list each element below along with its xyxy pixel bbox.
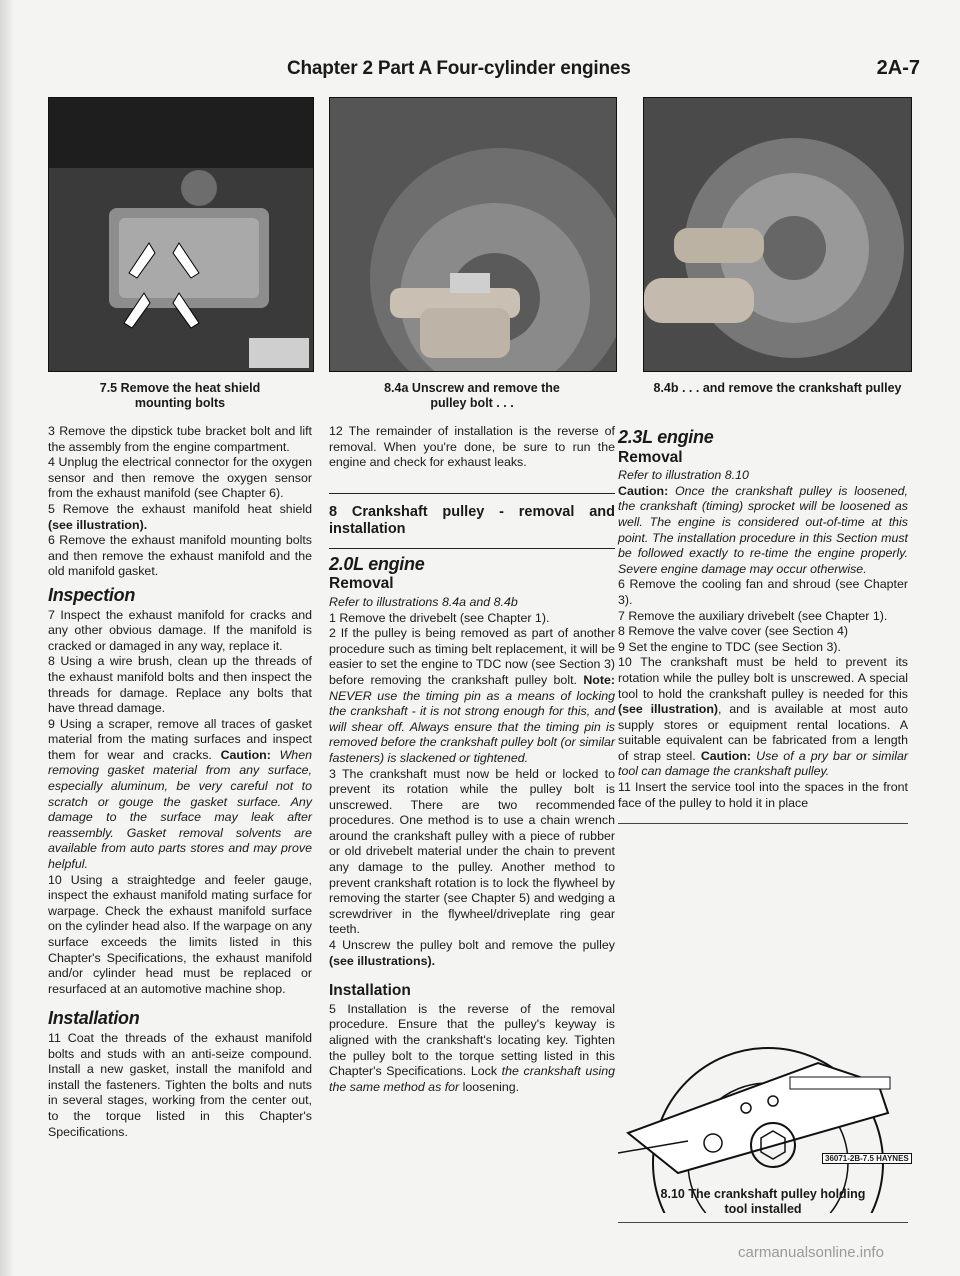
para-8: 8 Remove the valve cover (see Section 4) (618, 624, 849, 639)
heading-installation: Installation (329, 982, 411, 1000)
photo-pulley-bolt (329, 97, 617, 372)
page-spine-shadow (0, 0, 14, 1276)
page-header (0, 0, 960, 96)
text-column-3 (618, 427, 908, 830)
photo-caption-7-5: 7.5 Remove the heat shield mounting bolts (99, 381, 261, 410)
heading-2-0l-engine: 2.0L engine (329, 553, 425, 574)
figure-caption-8-10: 8.10 The crankshaft pulley holding tool installed (660, 1187, 866, 1216)
section-rule-bottom (329, 548, 615, 549)
para-11: 11 Insert the service tool into the spaces in the front face of the pulley to hold it in place (618, 780, 908, 810)
para-12: 12 The remainder of installation is the reverse of removal. When you're done, be sure to run the engine and check for exhaust leaks. (329, 424, 615, 470)
page-number: 2A-7 (876, 57, 920, 79)
para-9: 9 Using a scraper, remove all traces of gasket material from the mating surfaces and inspect them for wear and cracks. Caution: When removing gasket material from any surface, especially aluminum, be very careful not to scratch or gouge the gasket surface. Any damage to the surface may leak after reassembly. Gasket removal solvents are available from auto parts stores and may prove helpful. (48, 716, 312, 872)
text-column-2 (329, 424, 615, 1095)
text-column-1 (48, 424, 312, 1140)
section-8-heading: 8 Crankshaft pulley - removal and installation (329, 503, 615, 537)
para-10: 10 The crankshaft must be held to prevent its rotation while the pulley bolt is unscrewed. A special tool to hold the crankshaft pulley is needed for this (see illustration), and is available at most auto supply stores or equipment rental locations. A suitable equivalent can be fabricated from a length of strap steel. Caution: Use of a pry bar or similar tool can damage the crankshaft pulley. (618, 655, 908, 779)
photo-heat-shield (48, 97, 314, 372)
para-11: 11 Coat the threads of the exhaust manifold bolts and studs with an anti-seize compound. Install a new gasket, install the manifold and install the fasteners. Tighten the bolts and nuts in several stages, working from the center out, to the torque listed in this Chapter's Specifications. (48, 1030, 312, 1139)
para-4: 4 Unplug the electrical connector for the oxygen sensor and then remove the oxygen sensor from the exhaust manifold (see Chapter 6). (48, 455, 312, 501)
refer-illustration: Refer to illustration 8.10 (618, 468, 749, 483)
para-9: 9 Set the engine to TDC (see Section 3). (618, 639, 841, 654)
para-5: 5 Installation is the reverse of the removal procedure. Ensure that the pulley's keyway is aligned with the crankshaft's locating key. Tighten the pulley bolt to the torque setting listed in this Chapter's Specifications. Lock the crankshaft using the same method as for loosening. (329, 1001, 615, 1094)
para-1: 1 Remove the drivebelt (see Chapter 1). (329, 610, 550, 625)
para-8: 8 Using a wire brush, clean up the threads of the exhaust manifold bolts and then inspect the threads for damage. Replace any bolts that have thread damage. (48, 654, 312, 716)
para-5: 5 Remove the exhaust manifold heat shield (see illustration). (48, 501, 312, 532)
heading-installation: Installation (48, 1008, 140, 1029)
figure-bottom-rule (618, 1222, 908, 1223)
heading-2-3l-engine: 2.3L engine (618, 427, 714, 447)
figure-rule (618, 823, 908, 824)
photo-caption-8-4a: 8.4a Unscrew and remove the pulley bolt . . . (384, 381, 560, 410)
para-10: 10 Using a straightedge and feeler gauge, inspect the exhaust manifold mating surface for warpage. Check the exhaust manifold surface on the cylinder head also. If the warpage on any surface exceeds the limits listed in this Chapter's Specifications, the exhaust manifold and/or cylinder head must be replaced or resurfaced at an automotive machine shop. (48, 872, 312, 996)
para-6: 6 Remove the cooling fan and shroud (see Chapter 3). (618, 577, 908, 607)
figure-8-10-drawing (618, 1033, 908, 1213)
caution: Caution: Once the crankshaft pulley is loosened, the crankshaft (timing) sprocket will be loosened as well. The engine is considered out-of-time at this point. The installation procedure in this Section must be followed exactly to re-time the engine properly. Severe engine damage may occur otherwise. (618, 483, 908, 576)
para-7: 7 Remove the auxiliary drivebelt (see Chapter 1). (618, 608, 888, 623)
para-4: 4 Unscrew the pulley bolt and remove the pulley (see illustrations). (329, 938, 615, 968)
para-6: 6 Remove the exhaust manifold mounting bolts and then remove the exhaust manifold and the old manifold gasket. (48, 533, 312, 579)
para-3: 3 Remove the dipstick tube bracket bolt and lift the assembly from the engine compartment. (48, 424, 312, 454)
para-2: 2 If the pulley is being removed as part of another procedure such as timing belt replacement, it will be easier to set the engine to TDC now (see Section 3) before removing the crankshaft pulley bolt. Note: NEVER use the timing pin as a means of locking the crankshaft - it is not strong enough for this, and will shear off. Always ensure that the timing pin is removed before the crankshaft pulley bolt (or similar fasteners) is slackened or tightened. (329, 626, 615, 765)
heading-removal: Removal (329, 575, 394, 593)
section-rule-top (329, 493, 615, 494)
chapter-title: Chapter 2 Part A Four-cylinder engines (287, 58, 631, 79)
watermark-footer: carmanualsonline.info (738, 1244, 884, 1261)
figure-tag: 36071-2B-7.5 HAYNES (822, 1153, 912, 1164)
para-3: 3 The crankshaft must now be held or locked to prevent its rotation while the pulley bolt is unscrewed. There are two recommended procedures. One method is to use a chain wrench around the crankshaft pulley with a piece of rubber or old drivebelt material under the chain to prevent any damage to the pulley. Another method to prevent crankshaft rotation is to lock the flywheel by removing the starter (see Chapter 5) and wedging a screwdriver in the flywheel/driveplate ring gear teeth. (329, 766, 615, 937)
heading-removal: Removal (618, 448, 683, 466)
refer-illustrations: Refer to illustrations 8.4a and 8.4b (329, 594, 518, 609)
photo-crankshaft-pulley (643, 97, 912, 372)
para-7: 7 Inspect the exhaust manifold for cracks and any other obvious damage. If the manifold is cracked or damaged in any way, replace it. (48, 607, 312, 653)
heading-inspection: Inspection (48, 584, 136, 605)
photo-caption-8-4b: 8.4b . . . and remove the crankshaft pulley (653, 381, 902, 395)
